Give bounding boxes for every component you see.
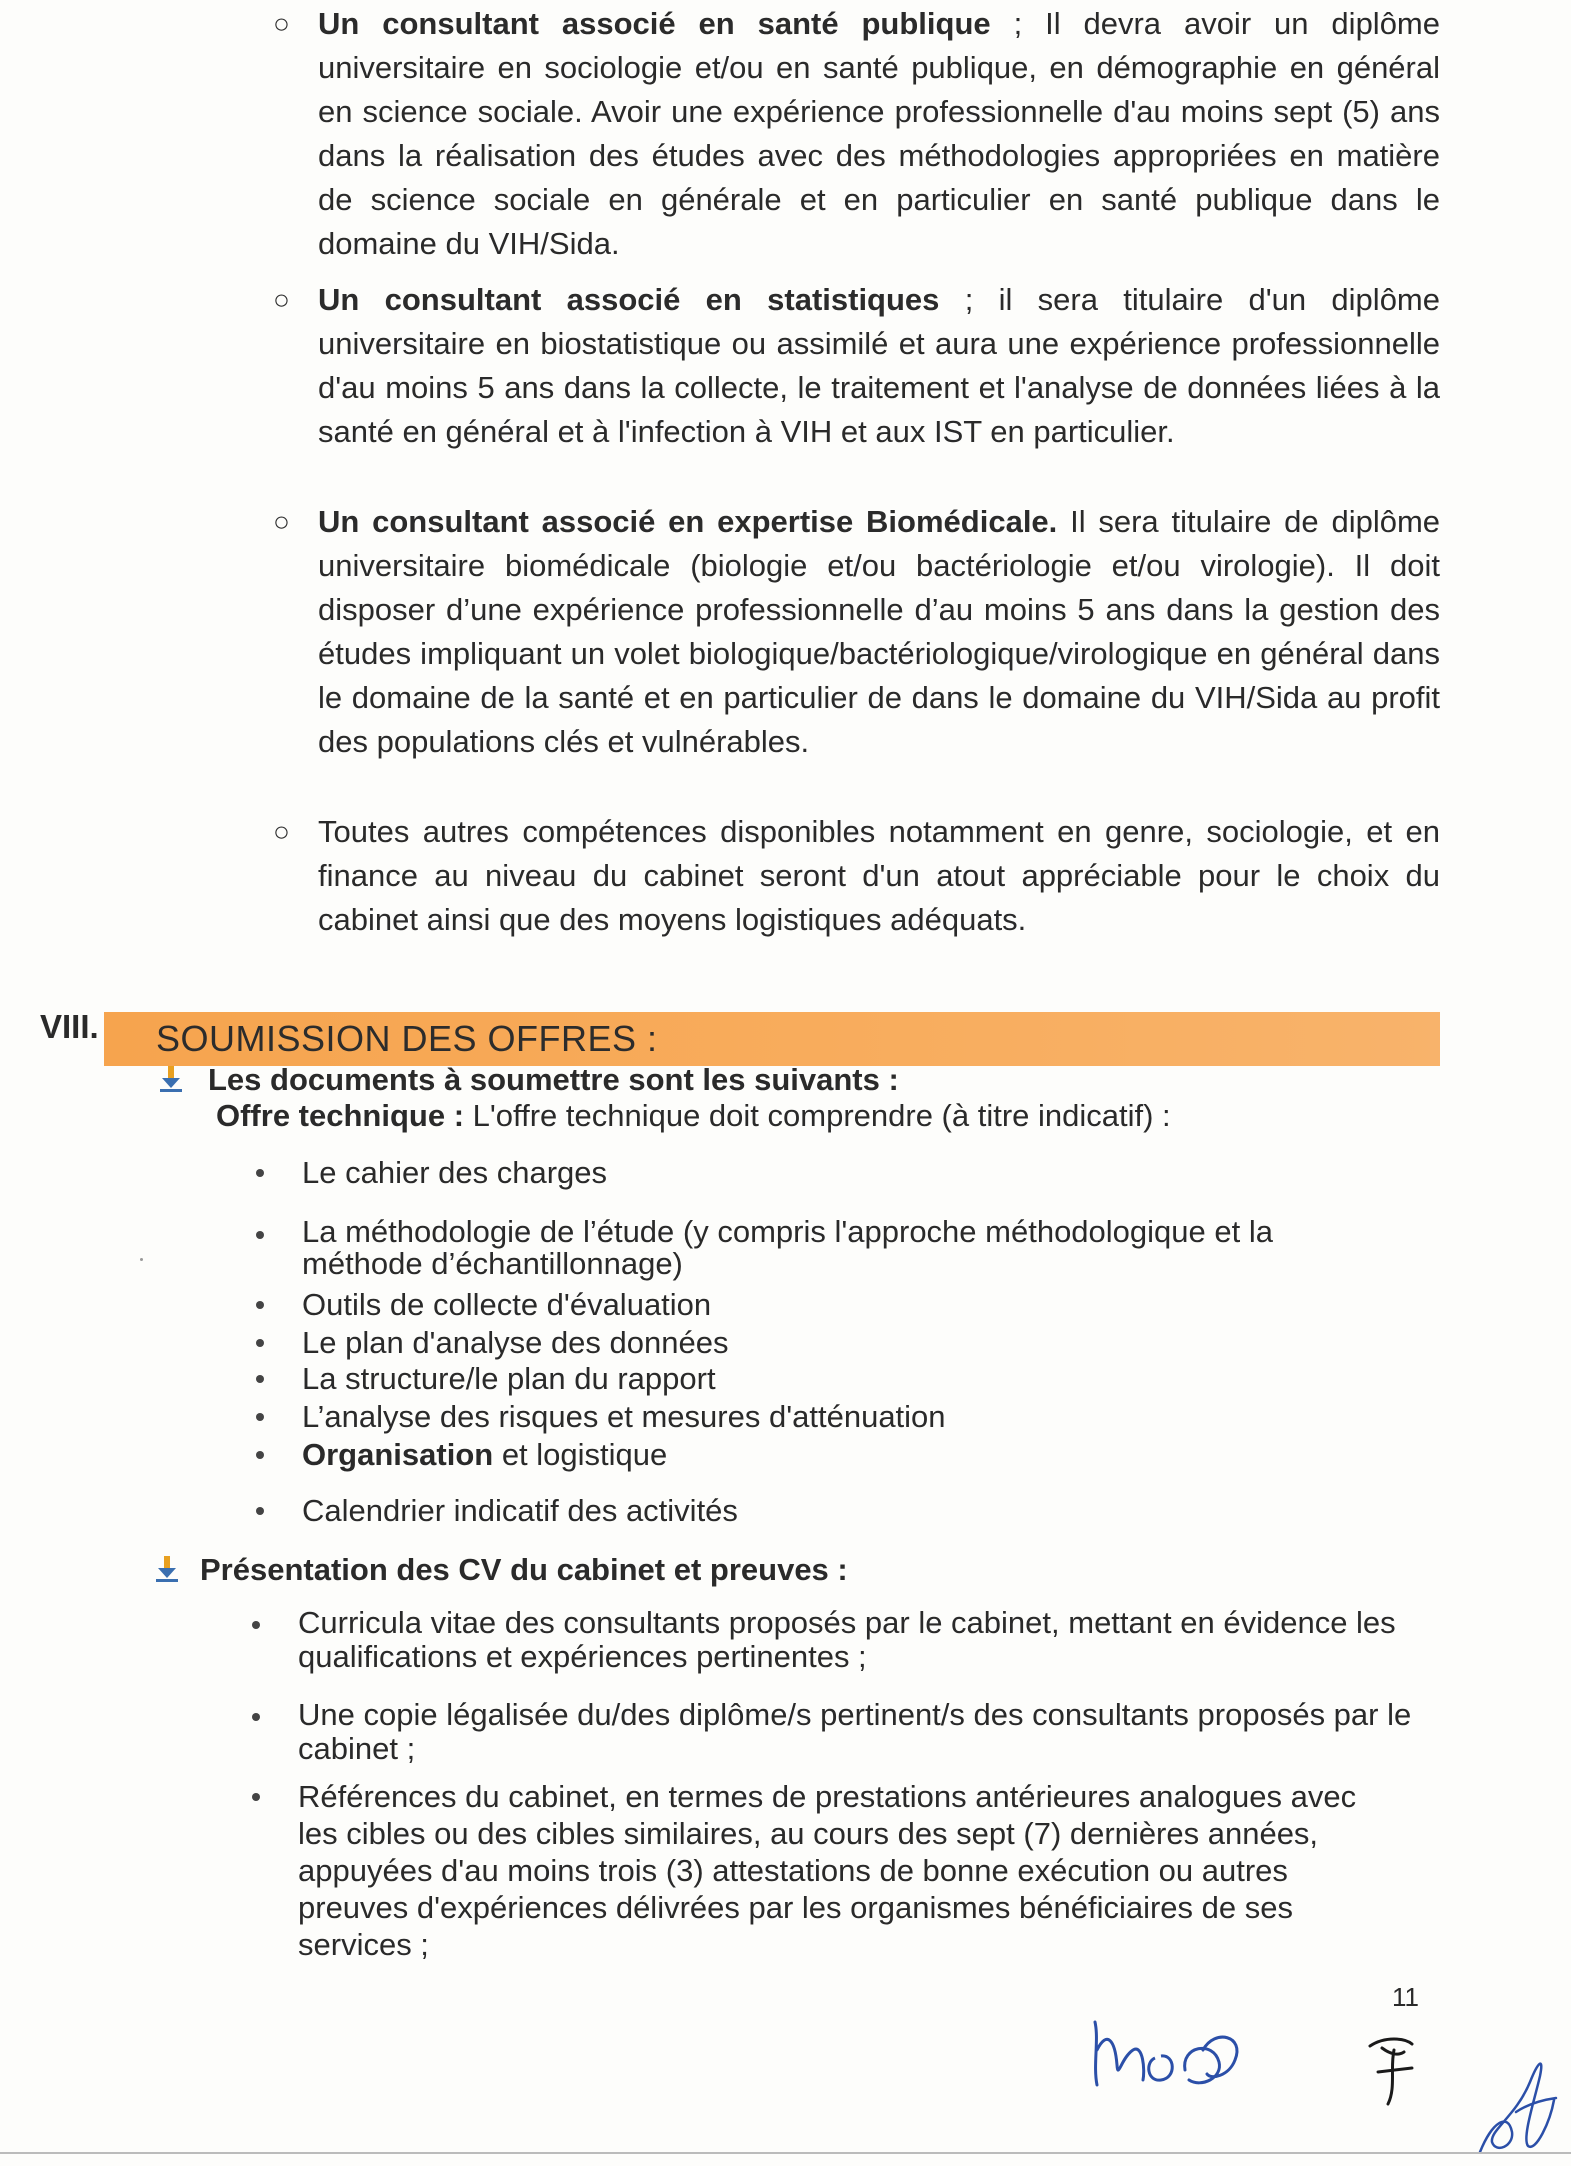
list-item: L’analyse des risques et mesures d'atténuation	[302, 1398, 1442, 1436]
list-item: La méthodologie de l’étude (y compris l'approche méthodologique et la méthode d’échantillonnage)	[302, 1216, 1362, 1280]
down-arrow-icon	[158, 1064, 184, 1094]
offer-technique-text: L'offre technique doit comprendre (à titre indicatif) :	[464, 1098, 1171, 1133]
down-arrow-icon	[154, 1554, 180, 1584]
consultant-item	[273, 500, 1441, 764]
bullet-dot-icon	[252, 1713, 260, 1721]
list-item: Une copie légalisée du/des diplôme/s pertinent/s des consultants proposés par le cabinet ;	[298, 1698, 1414, 1766]
page-bottom-edge	[0, 2152, 1571, 2154]
cv-heading-text: Présentation des CV du cabinet et preuves :	[200, 1552, 848, 1587]
consultant-description: Il sera titulaire de diplôme universitaire biomédicale (biologie et/ou bactériologie et/ou virologie). Il doit disposer d’une expérience professionnelle d’au moins 5 ans dans la gestion des études impliquant un volet biologique/bactériologique/virologique en général dans le domaine de la santé et en particulier de dans le domaine du VIH/Sida au profit des populations clés et vulnérables.	[318, 504, 1441, 759]
bullet-dot-icon	[256, 1231, 264, 1239]
bullet-dot-icon	[256, 1413, 264, 1421]
cv-heading	[156, 1550, 848, 1590]
list-item: Curricula vitae des consultants proposés par le cabinet, mettant en évidence les qualifications et expériences pertinentes ;	[298, 1606, 1434, 1674]
circle-bullet-icon: ○	[273, 506, 290, 537]
section-title: SOUMISSION DES OFFRES :	[156, 1018, 658, 1059]
bullet-dot-icon	[256, 1169, 264, 1177]
list-item: Références du cabinet, en termes de prestations antérieures analogues avec les cibles ou des cibles similaires, au cours des sept (7) dernières années, appuyées d'au moins trois (3) attestations de bonne exécution ou autres preuves d'expériences délivrées par les organismes bénéficiaires de ses services ;	[298, 1778, 1398, 1963]
signature-scribble	[1472, 2042, 1562, 2162]
consultant-title: Un consultant associé en santé publique	[318, 6, 991, 41]
consultant-description: ; il sera titulaire d'un diplôme universitaire en biostatistique ou assimilé et aura une expérience professionnelle d'au moins 5 ans dans la collecte, le traitement et l'analyse de données liées à la santé en général et à l'infection à VIH et aux IST en particulier.	[318, 282, 1440, 449]
bullet-dot-icon	[256, 1339, 264, 1347]
bullet-dot-icon	[256, 1301, 264, 1309]
bullet-dot-icon	[256, 1507, 264, 1515]
page-number: 11	[1392, 1982, 1419, 2012]
bullet-dot-icon	[256, 1375, 264, 1383]
section-number: VIII.	[40, 1008, 99, 1045]
bullet-dot-icon	[252, 1621, 260, 1629]
list-item: La structure/le plan du rapport	[302, 1360, 1442, 1398]
signature-mark	[1360, 2028, 1430, 2108]
circle-bullet-icon: ○	[273, 816, 290, 847]
bullet-dot-icon	[256, 1451, 264, 1459]
consultant-item	[273, 2, 1440, 266]
circle-bullet-icon: ○	[273, 284, 290, 315]
consultant-item	[273, 278, 1440, 454]
signature-initials	[1085, 2010, 1295, 2100]
consultant-description: ; Il devra avoir un diplôme universitaire en sociologie et/ou en santé publique, en démographie en général en science sociale. Avoir une expérience professionnelle d'au moins sept (5) ans dans la réalisation des études avec des méthodologies appropriées en matière de science sociale en générale et en particulier en santé publique dans le domaine du VIH/Sida.	[318, 6, 1440, 261]
list-item: Le plan d'analyse des données	[302, 1324, 1442, 1362]
consultant-title: Un consultant associé en expertise Biomédicale.	[318, 504, 1058, 539]
list-item: Calendrier indicatif des activités	[302, 1492, 1442, 1530]
list-item: Le cahier des charges	[302, 1154, 1442, 1192]
offer-technique-line	[216, 1096, 1171, 1136]
bullet-dot-icon	[252, 1793, 260, 1801]
documents-heading	[160, 1060, 899, 1100]
consultant-title: Un consultant associé en statistiques	[318, 282, 940, 317]
documents-heading-text: Les documents à soumettre sont les suivants :	[208, 1062, 899, 1097]
circle-bullet-icon: ○	[273, 8, 290, 39]
offer-technique-label: Offre technique :	[216, 1098, 465, 1133]
scan-speck	[140, 1258, 143, 1261]
list-item: Organisation et logistique	[302, 1436, 1442, 1474]
other-competences-item	[273, 810, 1440, 942]
other-competences-text: Toutes autres compétences disponibles notamment en genre, sociologie, et en finance au niveau du cabinet seront d'un atout appréciable pour le choix du cabinet ainsi que des moyens logistiques adéquats.	[318, 814, 1440, 937]
list-item: Outils de collecte d'évaluation	[302, 1286, 1442, 1324]
